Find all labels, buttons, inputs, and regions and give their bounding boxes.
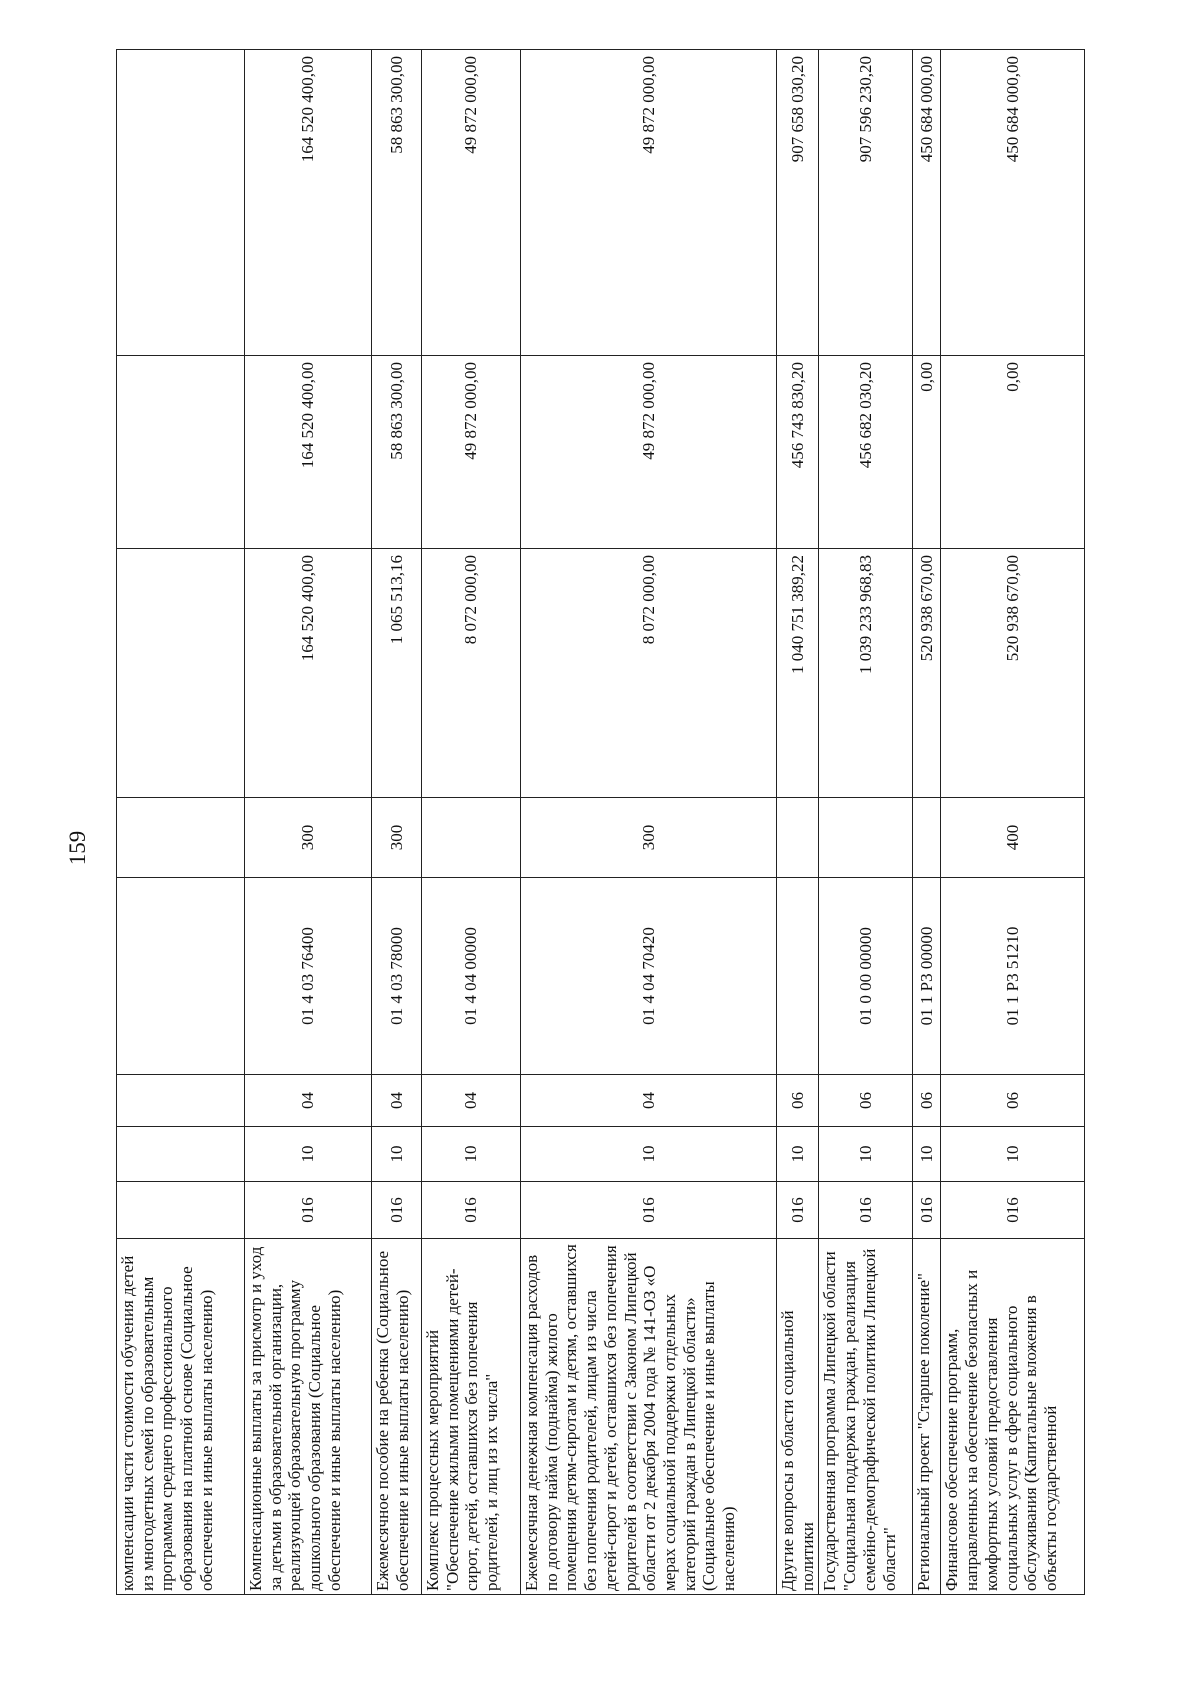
row-csr: 01 0 00 00000 [819,878,913,1075]
row-sum-2024 [117,356,245,549]
row-podrazdel: 06 [777,1075,819,1127]
row-vedomstvo: 016 [913,1182,941,1239]
row-vr [913,798,941,878]
row-vr: 300 [521,798,777,878]
row-vr [422,798,521,878]
row-csr [777,878,819,1075]
row-sum-2024: 0,00 [913,356,941,549]
row-sum-2023: 8 072 000,00 [422,549,521,798]
row-podrazdel: 04 [521,1075,777,1127]
row-name: Региональный проект "Старшее поколение" [913,1239,941,1595]
row-csr: 01 4 03 78000 [372,878,422,1075]
row-sum-2023: 520 938 670,00 [941,549,1085,798]
row-sum-2024: 0,00 [941,356,1085,549]
row-vedomstvo [117,1182,245,1239]
row-razdel: 10 [372,1127,422,1182]
row-razdel [117,1127,245,1182]
row-sum-2024: 58 863 300,00 [372,356,422,549]
row-razdel: 10 [245,1127,372,1182]
row-sum-2024: 164 520 400,00 [245,356,372,549]
row-sum-2024: 49 872 000,00 [422,356,521,549]
budget-table-rotated [116,50,1070,1595]
row-sum-2025: 58 863 300,00 [372,50,422,356]
row-sum-2023: 1 040 751 389,22 [777,549,819,798]
row-name: Компенсационные выплаты за присмотр и уход за детьми в образовательной организации, реализующей образовательную программу дошкольного образования (Социальное обеспечение и иные выплаты населению) [245,1239,372,1595]
row-csr: 01 1 P3 51210 [941,878,1085,1075]
table-row [777,50,819,1595]
row-sum-2025: 49 872 000,00 [422,50,521,356]
row-name: Ежемесячное пособие на ребенка (Социальное обеспечение и иные выплаты населению) [372,1239,422,1595]
table-row [245,50,372,1595]
row-sum-2024: 456 743 830,20 [777,356,819,549]
row-sum-2025 [117,50,245,356]
table-row [117,50,245,1595]
row-sum-2023: 164 520 400,00 [245,549,372,798]
row-vr [777,798,819,878]
budget-table [116,49,1085,1595]
row-name: Другие вопросы в области социальной политики [777,1239,819,1595]
row-csr: 01 4 03 76400 [245,878,372,1075]
row-vr: 300 [372,798,422,878]
row-podrazdel: 04 [422,1075,521,1127]
row-podrazdel [117,1075,245,1127]
row-vr: 400 [941,798,1085,878]
row-sum-2025: 450 684 000,00 [941,50,1085,356]
row-sum-2023: 520 938 670,00 [913,549,941,798]
row-razdel: 10 [521,1127,777,1182]
row-csr: 01 4 04 70420 [521,878,777,1075]
row-razdel: 10 [819,1127,913,1182]
row-sum-2023 [117,549,245,798]
row-sum-2025: 907 596 230,20 [819,50,913,356]
row-vedomstvo: 016 [372,1182,422,1239]
table-row [521,50,777,1595]
row-sum-2025: 164 520 400,00 [245,50,372,356]
row-razdel: 10 [941,1127,1085,1182]
table-row [941,50,1085,1595]
table-row [819,50,913,1595]
row-vedomstvo: 016 [521,1182,777,1239]
row-razdel: 10 [422,1127,521,1182]
row-vedomstvo: 016 [245,1182,372,1239]
row-sum-2024: 49 872 000,00 [521,356,777,549]
row-sum-2023: 1 039 233 968,83 [819,549,913,798]
row-podrazdel: 04 [245,1075,372,1127]
row-podrazdel: 06 [941,1075,1085,1127]
row-podrazdel: 04 [372,1075,422,1127]
page-number: 159 [65,830,90,866]
row-vedomstvo: 016 [422,1182,521,1239]
row-name: Комплекс процессных мероприятий "Обеспечение жилыми помещениями детей-сирот, детей, оставшихся без попечения родителей, и лиц из их числа" [422,1239,521,1595]
row-razdel: 10 [913,1127,941,1182]
row-csr [117,878,245,1075]
row-csr: 01 1 P3 00000 [913,878,941,1075]
row-vr: 300 [245,798,372,878]
row-vedomstvo: 016 [819,1182,913,1239]
row-name: компенсации части стоимости обучения детей из многодетных семей по образовательным программам среднего профессионального образования на платной основе (Социальное обеспечение и иные выплаты населению) [117,1239,245,1595]
row-sum-2023: 8 072 000,00 [521,549,777,798]
row-name: Ежемесячная денежная компенсация расходов по договору найма (поднайма) жилого помещения детям-сиротам и детям, оставшихся без попечения родителей, лицам из числа детей-сирот и детей, оставшихся без попечения родителей в соответствии с Законом Липецкой области от 2 декабря 2004 года № 141-ОЗ «О мерах социальной поддержки отдельных категорий граждан в Липецкой области» (Социальное обеспечение и иные выплаты населению) [521,1239,777,1595]
row-name: Финансовое обеспечение программ, направленных на обеспечение безопасных и комфортных условий предоставления социальных услуг в сфере социального обслуживания (Капитальные вложения в объекты государственной [941,1239,1085,1595]
row-name: Государственная программа Липецкой области "Социальная поддержка граждан, реализация семейно-демографической политики Липецкой области" [819,1239,913,1595]
row-vr [117,798,245,878]
table-row [913,50,941,1595]
table-row [372,50,422,1595]
row-podrazdel: 06 [819,1075,913,1127]
row-vedomstvo: 016 [941,1182,1085,1239]
row-podrazdel: 06 [913,1075,941,1127]
table-row [422,50,521,1595]
row-sum-2024: 456 682 030,20 [819,356,913,549]
row-sum-2025: 907 658 030,20 [777,50,819,356]
row-vedomstvo: 016 [777,1182,819,1239]
row-vr [819,798,913,878]
row-sum-2025: 49 872 000,00 [521,50,777,356]
row-sum-2025: 450 684 000,00 [913,50,941,356]
row-sum-2023: 1 065 513,16 [372,549,422,798]
row-razdel: 10 [777,1127,819,1182]
row-csr: 01 4 04 00000 [422,878,521,1075]
